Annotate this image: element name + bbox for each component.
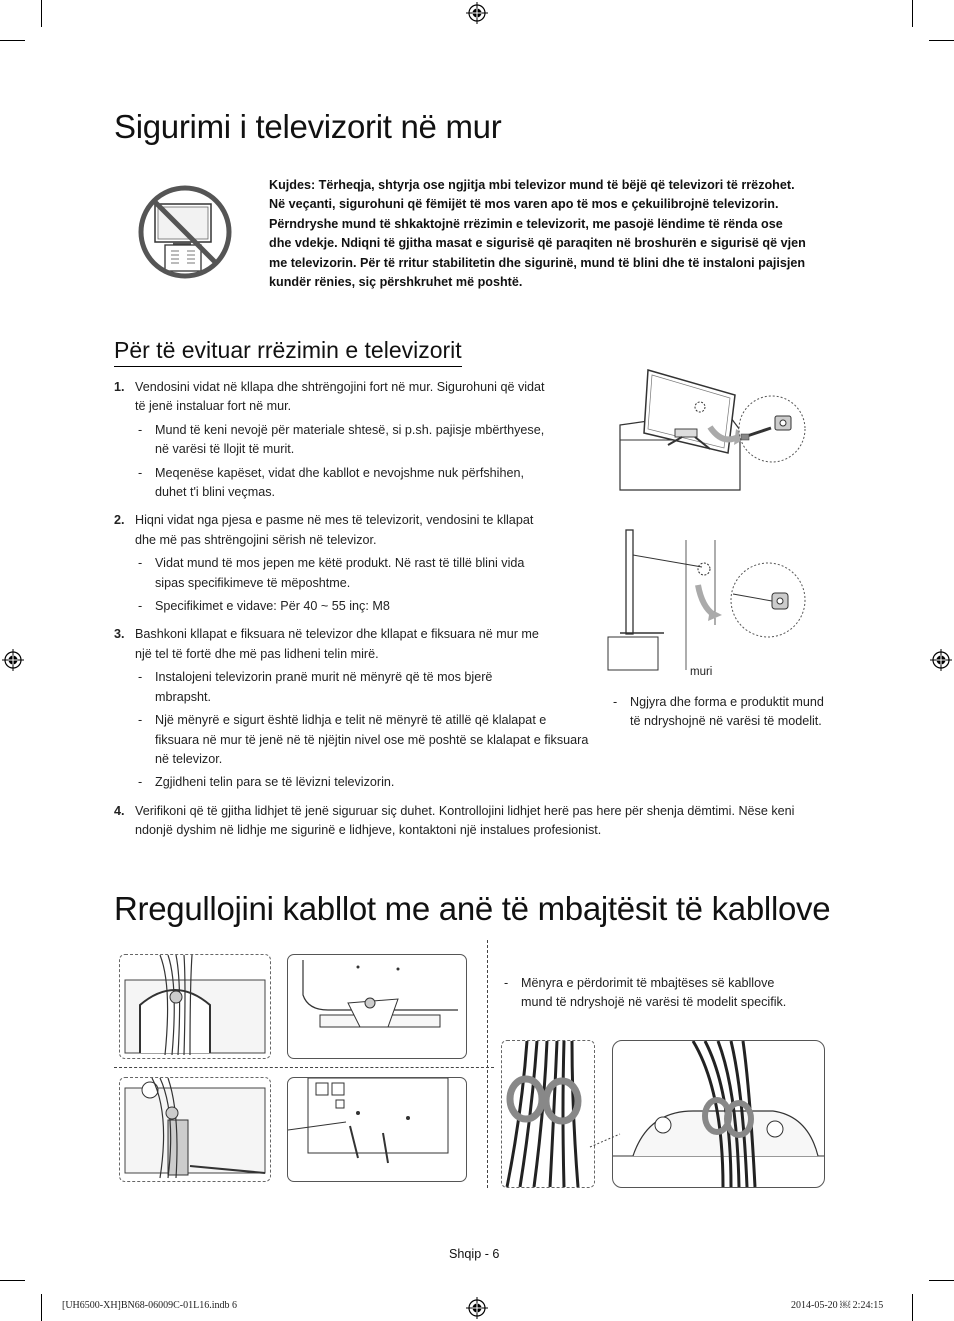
crop-mark [0,40,25,41]
crosshair-registration-icon [930,649,952,671]
crosshair-registration-icon [466,1297,488,1319]
crop-mark [912,1294,913,1321]
crosshair-registration-icon [2,649,24,671]
crop-mark [41,0,42,27]
section-title-prevent-falling: Për të evituar rrëzimin e televizorit [114,337,462,367]
crosshair-registration-icon [466,2,488,24]
section-title-wall-mount: Sigurimi i televizorit në mur [114,108,502,145]
cable-holder-step4-image [287,1077,467,1182]
list-item: 4. Verifikoni që të gjitha lidhjet të jenë siguruar siç duhet. Kontrollojini lidhjet herë pas here për shenja dëmtimi. Nëse keni ndonjë dyshim në lidhje me sigurinë e lidhjeve, kontaktoni një instalues profesionist. [114,803,795,838]
crop-mark [912,0,913,27]
divider [487,940,488,1188]
list-item: 2. Hiqni vidat nga pjesa e pasme në mes të televizorit, vendosini te kllapat dhe më pas shtrëngojini sërish në televizor. - Vidat mund të mos jepen me këtë produkt. Në rast të tillë blini vida sipas specifikimeve të mëposhtme. - Specifikimet e vidave: Për 40 ~ 55 inç: M8 [114,513,534,614]
section-title-cable-holder: Rregullojini kabllot me anë të mbajtësit të kabllove [114,890,831,927]
no-tv-on-cabinet-icon [137,184,233,280]
crop-mark [929,40,954,41]
list-item: 1. Vendosini vidat në kllapa dhe shtrëngojini fort në mur. Sigurohuni që vidat të jenë instaluar fort në mur. - Mund të keni nevojë për materiale shtesë, si p.sh. pajisje mbërthyese, në varësi të llojit të murit. - Meqenëse kapëset, vidat dhe kabllot e nevojshme nuk përfshihen, duhet t'i blini veçmas. [114,380,545,500]
cable-holder-mounted-image [612,1040,825,1188]
cable-holder-note: - Mënyra e përdorimit të mbajtëses së kabllove mund të ndryshojë në varësi të modelit specifik. [504,976,787,1010]
footer-file-name: [UH6500-XH]BN68-06009C-01L16.indb 6 [62,1300,237,1311]
footer-timestamp: 2014-05-20 ￼ 2:24:15 [791,1300,884,1311]
cable-holder-step3-image [119,1077,271,1182]
wall-label: muri [690,666,713,678]
crop-mark [0,1280,25,1281]
cable-bundle-image [501,1040,595,1188]
dotted-leader-line [590,1132,620,1152]
list-item: 3. Bashkoni kllapat e fiksuara në televizor dhe kllapat e fiksuara në mur me një tel të fortë dhe më pas lidheni telin mirë. - Instalojeni televizorin pranë murit në mënyrë që të mos bjerë mbrapsht. - Një mënyrë e sigurt është lidhja e telit në mënyrë të atillë që klalapat e fiksuara në mur të jenë në të njëjtin nivel ose më poshtë se klalapat e fiksuara në televizor. - Zgjidheni telin para se të lëvizni televizorin. [114,627,589,790]
crop-mark [929,1280,954,1281]
bracket-detail-icon [737,394,807,464]
caution-text: Kujdes: Tërheqja, shtyrja ose ngjitja mbi televizor mund të bëjë që televizori të rrëzohet. Në veçanti, sigurohuni që fëmijët të mos varen apo të mos e çekuilibrojnë televizorin. Përndryshe mund të shkaktojnë rrëzimin e televizorit, me pasojë lëndime të rënda ose dhe vdekje. Ndiqni të gjitha masat e sigurisë që paraqiten në broshurën e sigurisë që vjen me televizorin. Për të rritur stabilitetin dhe sigurinë, mund të blini dhe të instaloni pajisjen kundër rënies, siç përshkruhet më poshtë. [269,178,806,290]
wall-bracket-detail-icon [728,561,808,639]
tv-side-wall-illustration [608,525,738,675]
crop-mark [41,1294,42,1321]
cable-holder-step2-image [287,954,467,1059]
cable-holder-step1-image [119,954,271,1059]
page-number: Shqip - 6 [449,1247,500,1261]
divider [114,1067,494,1068]
side-note: - Ngjyra dhe forma e produktit mund të ndryshojnë në varësi të modelit. [613,695,824,729]
